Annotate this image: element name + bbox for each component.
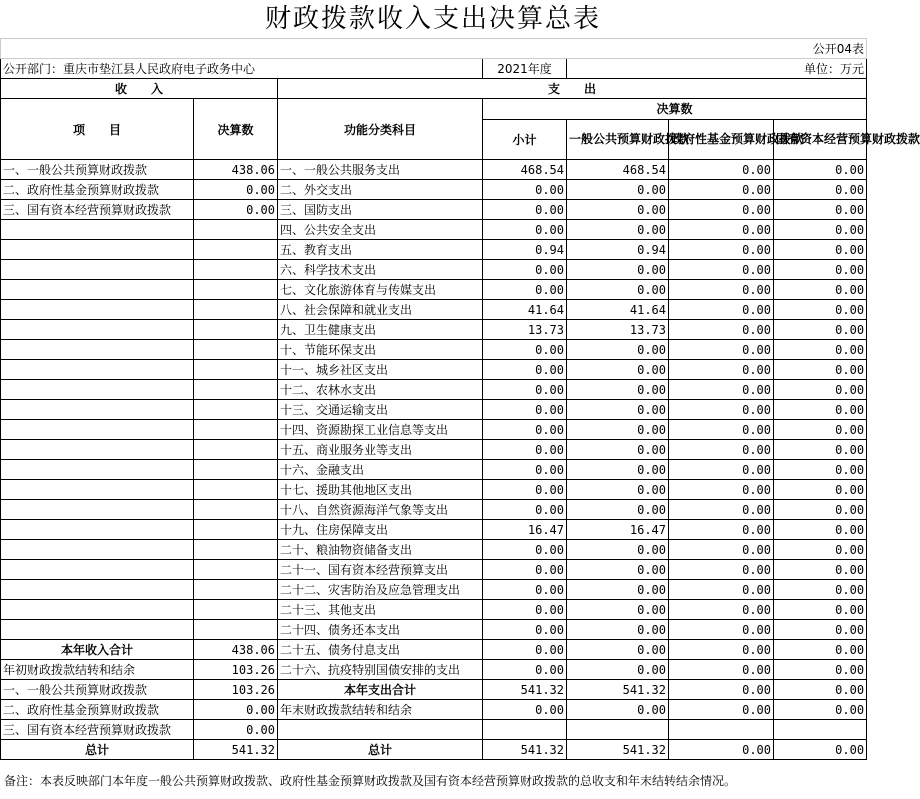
table-row [1,240,867,260]
general-amount: 0.00 [567,580,669,600]
expense-item: 二十四、债务还本支出 [278,620,483,640]
subtotal-amount: 0.00 [483,500,567,520]
state-capital-amount: 0.00 [774,580,867,600]
state-capital-amount: 0.00 [774,440,867,460]
expense-item: 一、一般公共服务支出 [278,160,483,180]
income-item: 本年收入合计 [1,640,194,660]
state-capital-amount: 0.00 [774,240,867,260]
state-capital-amount: 0.00 [774,660,867,680]
general-amount: 0.00 [567,260,669,280]
state-capital-amount: 0.00 [774,160,867,180]
state-capital-amount: 0.00 [774,320,867,340]
state-capital-amount: 0.00 [774,500,867,520]
state-capital-amount: 0.00 [774,400,867,420]
state-capital-amount: 0.00 [774,600,867,620]
expense-item: 三、国防支出 [278,200,483,220]
fund-amount: 0.00 [669,660,774,680]
fund-amount: 0.00 [669,740,774,760]
table-row [1,360,867,380]
income-amount [194,600,278,620]
expense-item: 本年支出合计 [278,680,483,700]
income-item: 总计 [1,740,194,760]
state-capital-amount: 0.00 [774,200,867,220]
table-row [1,320,867,340]
income-amount [194,280,278,300]
subtotal-amount: 0.00 [483,480,567,500]
expense-item [278,720,483,740]
general-amount: 0.00 [567,540,669,560]
expense-item: 二十五、债务付息支出 [278,640,483,660]
form-number: 公开04表 [1,39,867,59]
table-row [1,340,867,360]
general-amount: 0.00 [567,560,669,580]
income-item [1,580,194,600]
state-capital-amount: 0.00 [774,480,867,500]
state-capital-amount: 0.00 [774,640,867,660]
expense-item: 十二、农林水支出 [278,380,483,400]
subtotal-amount: 0.94 [483,240,567,260]
income-item [1,560,194,580]
fund-amount: 0.00 [669,480,774,500]
table-row [1,200,867,220]
unit-label: 单位：万元 [567,59,867,79]
table-row [1,260,867,280]
table-row [1,560,867,580]
general-amount: 0.00 [567,700,669,720]
table-row [1,220,867,240]
expense-item: 十一、城乡社区支出 [278,360,483,380]
income-item [1,260,194,280]
income-item [1,500,194,520]
subtotal-amount: 0.00 [483,660,567,680]
expense-header: 支 出 [278,79,867,99]
fund-amount: 0.00 [669,240,774,260]
expense-item: 七、文化旅游体育与传媒支出 [278,280,483,300]
fund-amount: 0.00 [669,340,774,360]
fund-amount [669,720,774,740]
income-amount [194,300,278,320]
subtotal-amount: 541.32 [483,740,567,760]
table-row [1,460,867,480]
state-capital-header: 国有资本经营预算财政拨款 [774,119,867,159]
general-amount: 0.00 [567,220,669,240]
general-amount: 0.00 [567,400,669,420]
income-amount: 0.00 [194,720,278,740]
table-row [1,300,867,320]
state-capital-amount: 0.00 [774,340,867,360]
table-row [1,380,867,400]
income-amount [194,340,278,360]
table-row [1,400,867,420]
year-label: 2021年度 [483,59,567,79]
fund-amount: 0.00 [669,300,774,320]
subtotal-amount: 0.00 [483,200,567,220]
table-row [1,620,867,640]
subtotal-amount: 0.00 [483,600,567,620]
income-item [1,220,194,240]
general-amount [567,720,669,740]
table-row [1,180,867,200]
general-amount: 0.00 [567,620,669,640]
income-item [1,540,194,560]
income-item [1,520,194,540]
general-amount: 0.00 [567,360,669,380]
expense-item: 八、社会保障和就业支出 [278,300,483,320]
subtotal-amount: 0.00 [483,620,567,640]
income-item [1,420,194,440]
fund-amount: 0.00 [669,200,774,220]
general-amount: 0.00 [567,200,669,220]
subtotal-amount: 0.00 [483,360,567,380]
fund-amount: 0.00 [669,180,774,200]
expense-item: 五、教育支出 [278,240,483,260]
footnote: 备注：本表反映部门本年度一般公共预算财政拨款、政府性基金预算财政拨款及国有资本经营预算财政拨款的总收支和年末结转结余情况。 [4,774,737,788]
expense-item: 年末财政拨款结转和结余 [278,700,483,720]
income-item: 年初财政拨款结转和结余 [1,660,194,680]
table-row [1,520,867,540]
income-item: 二、政府性基金预算财政拨款 [1,700,194,720]
state-capital-amount: 0.00 [774,360,867,380]
income-item [1,280,194,300]
subtotal-amount: 0.00 [483,700,567,720]
fund-amount: 0.00 [669,400,774,420]
general-amount: 0.00 [567,460,669,480]
subtotal-amount: 0.00 [483,640,567,660]
department-label: 公开部门：重庆市垫江县人民政府电子政务中心 [1,59,483,79]
income-item [1,440,194,460]
expense-item: 四、公共安全支出 [278,220,483,240]
expense-item: 十三、交通运输支出 [278,400,483,420]
fund-amount: 0.00 [669,360,774,380]
general-amount: 0.00 [567,480,669,500]
expense-item: 十九、住房保障支出 [278,520,483,540]
subtotal-amount: 0.00 [483,580,567,600]
general-amount: 0.00 [567,600,669,620]
income-amount [194,360,278,380]
income-item [1,240,194,260]
table-row [1,600,867,620]
income-item: 三、国有资本经营预算财政拨款 [1,200,194,220]
state-capital-amount: 0.00 [774,740,867,760]
table-row [1,680,867,700]
general-amount: 0.00 [567,380,669,400]
income-item [1,600,194,620]
general-amount: 41.64 [567,300,669,320]
state-capital-amount: 0.00 [774,260,867,280]
fund-amount: 0.00 [669,580,774,600]
income-amount [194,580,278,600]
fund-amount: 0.00 [669,500,774,520]
state-capital-amount: 0.00 [774,280,867,300]
income-amount [194,520,278,540]
table-row [1,640,867,660]
income-amount [194,620,278,640]
general-amount: 0.94 [567,240,669,260]
income-amount [194,260,278,280]
income-amount: 438.06 [194,160,278,180]
state-capital-amount: 0.00 [774,520,867,540]
income-amount [194,540,278,560]
page-title: 财政拨款收入支出决算总表 [264,4,601,34]
expense-item: 十四、资源勘探工业信息等支出 [278,420,483,440]
subtotal-amount: 0.00 [483,420,567,440]
table-row [1,540,867,560]
subtotal-amount [483,720,567,740]
subtotal-amount: 0.00 [483,440,567,460]
income-amount [194,500,278,520]
state-capital-amount: 0.00 [774,300,867,320]
general-amount: 0.00 [567,500,669,520]
expense-item: 二、外交支出 [278,180,483,200]
fund-amount: 0.00 [669,160,774,180]
subtotal-amount: 41.64 [483,300,567,320]
general-amount: 13.73 [567,320,669,340]
fund-amount: 0.00 [669,640,774,660]
income-amount [194,400,278,420]
state-capital-amount: 0.00 [774,620,867,640]
table-row [1,480,867,500]
income-amount: 103.26 [194,680,278,700]
general-amount: 0.00 [567,280,669,300]
income-item [1,320,194,340]
expense-item: 十五、商业服务业等支出 [278,440,483,460]
subtotal-amount: 541.32 [483,680,567,700]
state-capital-amount: 0.00 [774,220,867,240]
state-capital-amount: 0.00 [774,380,867,400]
table-row [1,420,867,440]
general-amount: 0.00 [567,340,669,360]
income-item [1,480,194,500]
subtotal-amount: 0.00 [483,560,567,580]
fund-amount: 0.00 [669,280,774,300]
income-amount: 541.32 [194,740,278,760]
expense-item: 二十一、国有资本经营预算支出 [278,560,483,580]
fund-amount: 0.00 [669,540,774,560]
fund-amount: 0.00 [669,700,774,720]
income-header: 收 入 [1,79,278,99]
state-capital-amount [774,720,867,740]
subtotal-amount: 0.00 [483,220,567,240]
state-capital-amount: 0.00 [774,540,867,560]
expense-item: 二十三、其他支出 [278,600,483,620]
table-row [1,580,867,600]
general-amount: 0.00 [567,640,669,660]
fund-amount: 0.00 [669,380,774,400]
table-row [1,700,867,720]
income-amount: 0.00 [194,700,278,720]
fund-amount: 0.00 [669,440,774,460]
expense-item: 十七、援助其他地区支出 [278,480,483,500]
general-amount: 0.00 [567,440,669,460]
fund-amount: 0.00 [669,600,774,620]
income-amount [194,420,278,440]
function-category-header: 功能分类科目 [278,99,483,160]
subtotal-amount: 0.00 [483,180,567,200]
state-capital-amount: 0.00 [774,700,867,720]
table-row [1,500,867,520]
expense-item: 二十六、抗疫特别国债安排的支出 [278,660,483,680]
amount-header: 决算数 [194,99,278,160]
subtotal-amount: 0.00 [483,540,567,560]
subtotal-amount: 0.00 [483,340,567,360]
general-amount: 0.00 [567,420,669,440]
income-amount [194,480,278,500]
fund-amount: 0.00 [669,420,774,440]
subtotal-amount: 0.00 [483,400,567,420]
general-amount: 0.00 [567,180,669,200]
subtotal-amount: 468.54 [483,160,567,180]
income-item: 二、政府性基金预算财政拨款 [1,180,194,200]
general-amount: 16.47 [567,520,669,540]
state-capital-amount: 0.00 [774,680,867,700]
general-amount: 541.32 [567,680,669,700]
item-header: 项 目 [1,99,194,160]
income-amount [194,560,278,580]
income-amount [194,460,278,480]
income-amount: 0.00 [194,180,278,200]
subtotal-amount: 0.00 [483,380,567,400]
income-amount: 438.06 [194,640,278,660]
expense-item: 总计 [278,740,483,760]
expense-item: 二十二、灾害防治及应急管理支出 [278,580,483,600]
fund-amount: 0.00 [669,520,774,540]
fund-budget-header: 政府性基金预算财政拨款 [669,119,774,159]
state-capital-amount: 0.00 [774,560,867,580]
expense-item: 十六、金融支出 [278,460,483,480]
general-amount: 468.54 [567,160,669,180]
income-item [1,340,194,360]
income-item: 一、一般公共预算财政拨款 [1,160,194,180]
general-amount: 0.00 [567,660,669,680]
fund-amount: 0.00 [669,320,774,340]
income-amount: 103.26 [194,660,278,680]
income-amount [194,320,278,340]
general-amount: 541.32 [567,740,669,760]
income-item [1,380,194,400]
subtotal-amount: 0.00 [483,460,567,480]
income-item [1,400,194,420]
fund-amount: 0.00 [669,620,774,640]
income-item [1,620,194,640]
income-item [1,460,194,480]
income-amount [194,440,278,460]
income-item [1,360,194,380]
table-row [1,160,867,180]
income-item: 一、一般公共预算财政拨款 [1,680,194,700]
income-item [1,300,194,320]
subtotal-amount: 0.00 [483,280,567,300]
fund-amount: 0.00 [669,260,774,280]
table-row [1,660,867,680]
subtotal-header: 小计 [483,119,567,159]
expense-item: 二十、粮油物资储备支出 [278,540,483,560]
income-amount: 0.00 [194,200,278,220]
expense-item: 九、卫生健康支出 [278,320,483,340]
general-budget-header: 一般公共预算财政拨款 [567,119,669,159]
subtotal-amount: 16.47 [483,520,567,540]
income-item: 三、国有资本经营预算财政拨款 [1,720,194,740]
income-amount [194,240,278,260]
income-amount [194,380,278,400]
expense-item: 十、节能环保支出 [278,340,483,360]
table-row [1,280,867,300]
budget-table [0,38,920,760]
fund-amount: 0.00 [669,220,774,240]
expense-item: 六、科学技术支出 [278,260,483,280]
state-capital-amount: 0.00 [774,180,867,200]
table-row [1,440,867,460]
expense-item: 十八、自然资源海洋气象等支出 [278,500,483,520]
fund-amount: 0.00 [669,680,774,700]
table-row [1,740,867,760]
fund-amount: 0.00 [669,560,774,580]
subtotal-amount: 0.00 [483,260,567,280]
fund-amount: 0.00 [669,460,774,480]
state-capital-amount: 0.00 [774,460,867,480]
subtotal-amount: 13.73 [483,320,567,340]
final-amount-header: 决算数 [483,99,867,120]
state-capital-amount: 0.00 [774,420,867,440]
income-amount [194,220,278,240]
table-row [1,720,867,740]
